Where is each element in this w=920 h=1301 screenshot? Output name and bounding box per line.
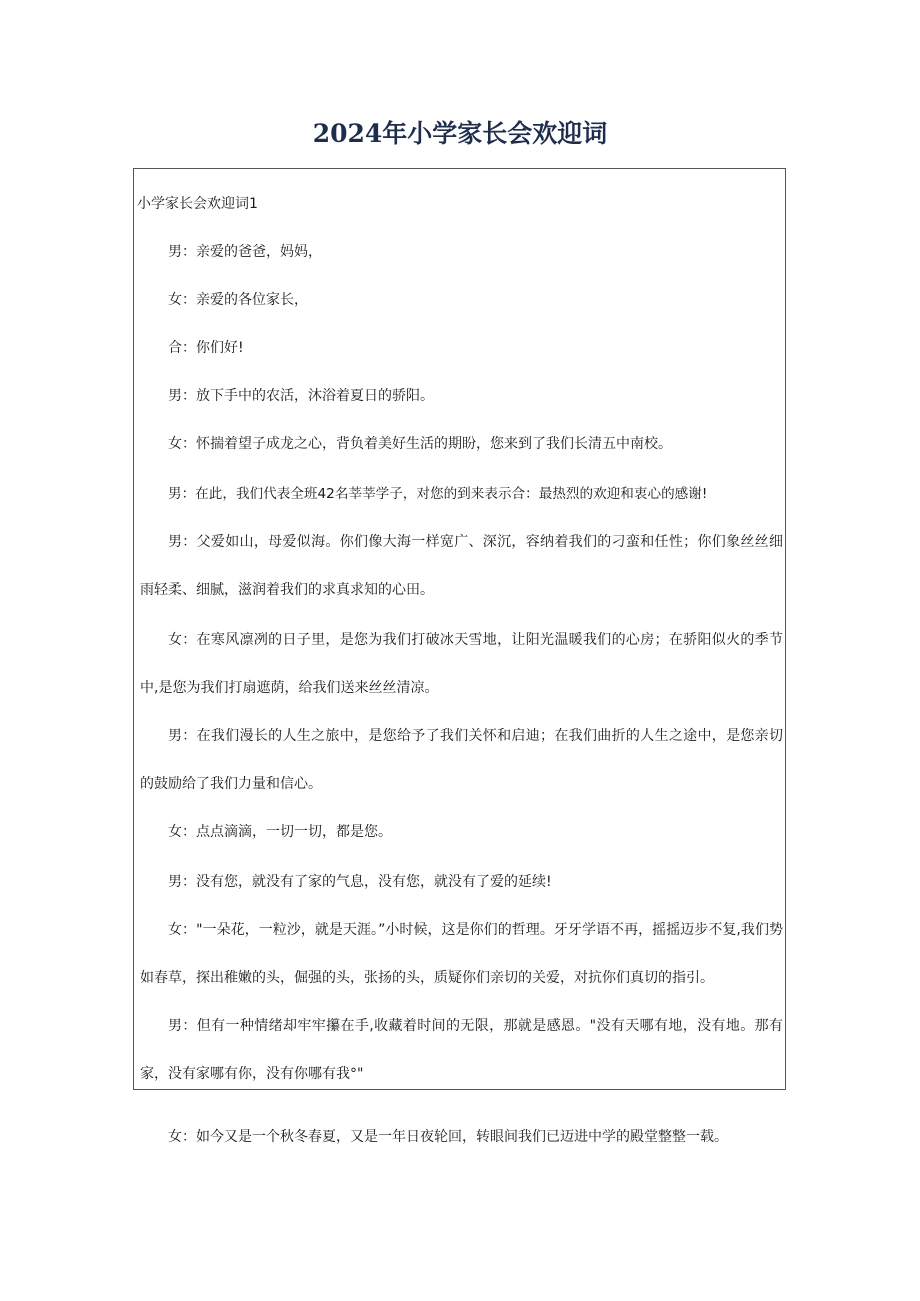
paragraph-10: 女：点点滴滴，一切一切，都是您。 xyxy=(168,824,392,840)
paragraph-3: 合：你们好! xyxy=(168,340,244,356)
paragraph-after-frame: 女：如今又是一个秋冬春夏，又是一年日夜轮回，转眼间我们已迈进中学的殿堂整整一载。 xyxy=(168,1129,728,1145)
document-title: 2024年小学家长会欢迎词 xyxy=(312,119,608,148)
paragraph-6: 男：在此，我们代表全班42名莘莘学子，对您的到来表示合：最热烈的欢迎和衷心的感谢! xyxy=(168,486,708,502)
paragraph-5: 女：怀揣着望子成龙之心，背负着美好生活的期盼，您来到了我们长清五中南校。 xyxy=(168,436,672,452)
paragraph-11: 男：没有您，就没有了家的气息，没有您，就没有了爱的延续! xyxy=(168,874,552,890)
paragraph-1: 男：亲爱的爸爸，妈妈， xyxy=(168,244,322,260)
paragraph-9: 男：在我们漫长的人生之旅中，是您给予了我们关怀和启迪；在我们曲折的人生之途中，是您亲切的鼓励给了我们力量和信心。 xyxy=(140,728,783,792)
section-heading: 小学家长会欢迎词1 xyxy=(137,196,258,212)
paragraph-2: 女：亲爱的各位家长， xyxy=(168,292,308,308)
paragraph-7: 男：父爱如山，母爱似海。你们像大海一样宽广、深沉，容纳着我们的刁蛮和任性；你们象丝丝细雨轻柔、细腻，滋润着我们的求真求知的心田。 xyxy=(140,534,783,598)
paragraph-12: 女："一朵花，一粒沙，就是天涯。”小时候，这是你们的哲理。牙牙学语不再，摇摇迈步不复,我们势如春草，探出稚嫩的头，倔强的头，张扬的头，质疑你们亲切的关爱，对抗你们真切的指引。 xyxy=(140,922,783,986)
paragraph-8: 女：在寒风凛冽的日子里，是您为我们打破冰天雪地，让阳光温暖我们的心房；在骄阳似火的季节中,是您为我们打扇遮荫，给我们送来丝丝清凉。 xyxy=(140,632,783,696)
paragraph-13: 男：但有一种情绪却牢牢攥在手,收藏着时间的无限，那就是感恩。"没有天哪有地，没有地。那有家，没有家哪有你，没有你哪有我°" xyxy=(140,1018,783,1082)
paragraph-4: 男：放下手中的农活，沐浴着夏日的骄阳。 xyxy=(168,388,434,404)
